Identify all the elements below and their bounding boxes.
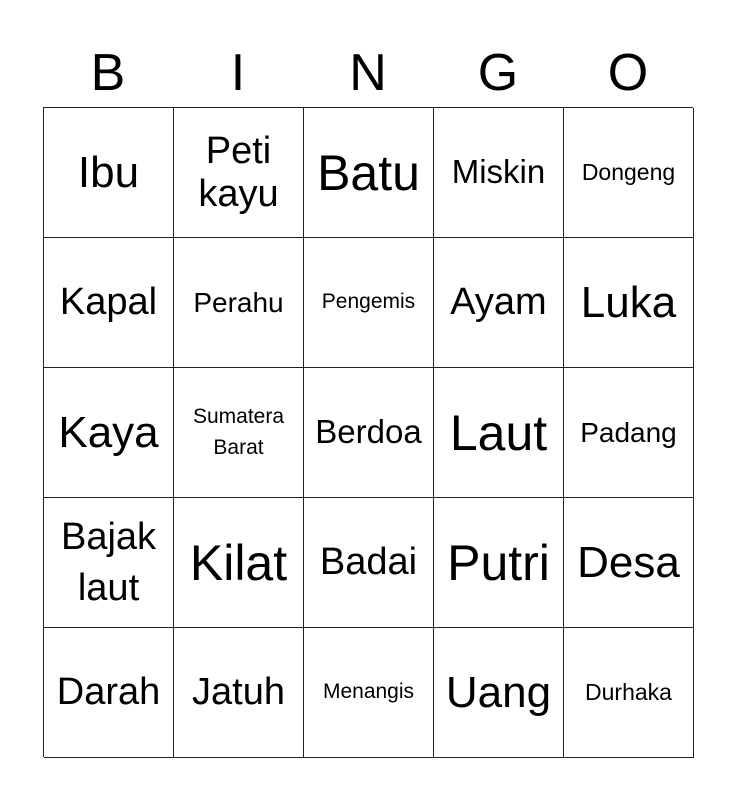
cell-text: Uang <box>445 667 552 717</box>
cell-text: Badai <box>319 541 418 584</box>
cell-text: Berdoa <box>315 413 422 451</box>
cell-text: Ayam <box>450 281 547 324</box>
bingo-cell-r5-c5[interactable] <box>564 628 694 758</box>
bingo-cell-r2-c3[interactable] <box>304 238 434 368</box>
header-letter-o: O <box>607 44 649 102</box>
cell-text: Padang <box>580 416 677 448</box>
bingo-cell-r3-c3[interactable] <box>304 368 434 498</box>
cell-text: Kapal <box>59 281 158 324</box>
cell-text: Durhaka <box>585 678 672 705</box>
cell-text: Putri <box>447 534 550 591</box>
bingo-cell-r2-c2[interactable] <box>174 238 304 368</box>
header-letter-b: B <box>90 44 126 102</box>
header-letter-i: I <box>230 44 246 102</box>
bingo-cell-r3-c2[interactable] <box>174 368 304 498</box>
cell-text: Dongeng <box>581 158 676 185</box>
cell-text: Miskin <box>451 153 546 191</box>
cell-text: Laut <box>449 404 548 461</box>
bingo-cell-r1-c5[interactable] <box>564 108 694 238</box>
bingo-header <box>43 38 693 108</box>
bingo-cell-r2-c5[interactable] <box>564 238 694 368</box>
cell-text: Ibu <box>77 147 140 197</box>
cell-text: Menangis <box>322 680 415 704</box>
cell-text: Kaya <box>58 407 159 457</box>
bingo-cell-r4-c2[interactable] <box>174 498 304 628</box>
cell-text: Kilat <box>189 534 288 591</box>
bingo-cell-r2-c4[interactable] <box>434 238 564 368</box>
bingo-cell-r4-c3[interactable] <box>304 498 434 628</box>
bingo-cell-r4-c5[interactable] <box>564 498 694 628</box>
bingo-cell-r5-c2[interactable] <box>174 628 304 758</box>
bingo-cell-r5-c3[interactable] <box>304 628 434 758</box>
cell-text: Darah <box>56 671 161 714</box>
bingo-cell-r3-c4[interactable] <box>434 368 564 498</box>
cell-text: Bajak laut <box>60 516 157 609</box>
bingo-cell-r1-c2[interactable] <box>174 108 304 238</box>
cell-text: Sumatera Barat <box>192 405 285 459</box>
cell-text: Desa <box>577 537 680 587</box>
cell-text: Luka <box>580 277 677 327</box>
bingo-board <box>43 107 693 757</box>
bingo-cell-r3-c5[interactable] <box>564 368 694 498</box>
header-letter-n: N <box>349 44 387 102</box>
bingo-cell-r2-c1[interactable] <box>44 238 174 368</box>
cell-text: Batu <box>317 144 420 201</box>
header-letter-g: G <box>477 44 519 102</box>
bingo-cell-r5-c1[interactable] <box>44 628 174 758</box>
bingo-cell-r1-c4[interactable] <box>434 108 564 238</box>
bingo-cell-r1-c1[interactable] <box>44 108 174 238</box>
bingo-cell-r4-c1[interactable] <box>44 498 174 628</box>
cell-text: Peti kayu <box>198 129 279 215</box>
cell-text: Jatuh <box>192 671 285 714</box>
cell-text: Perahu <box>193 286 284 318</box>
bingo-cell-r3-c1[interactable] <box>44 368 174 498</box>
bingo-cell-r4-c4[interactable] <box>434 498 564 628</box>
cell-text: Pengemis <box>321 290 416 314</box>
bingo-cell-r5-c4[interactable] <box>434 628 564 758</box>
bingo-cell-r1-c3[interactable] <box>304 108 434 238</box>
